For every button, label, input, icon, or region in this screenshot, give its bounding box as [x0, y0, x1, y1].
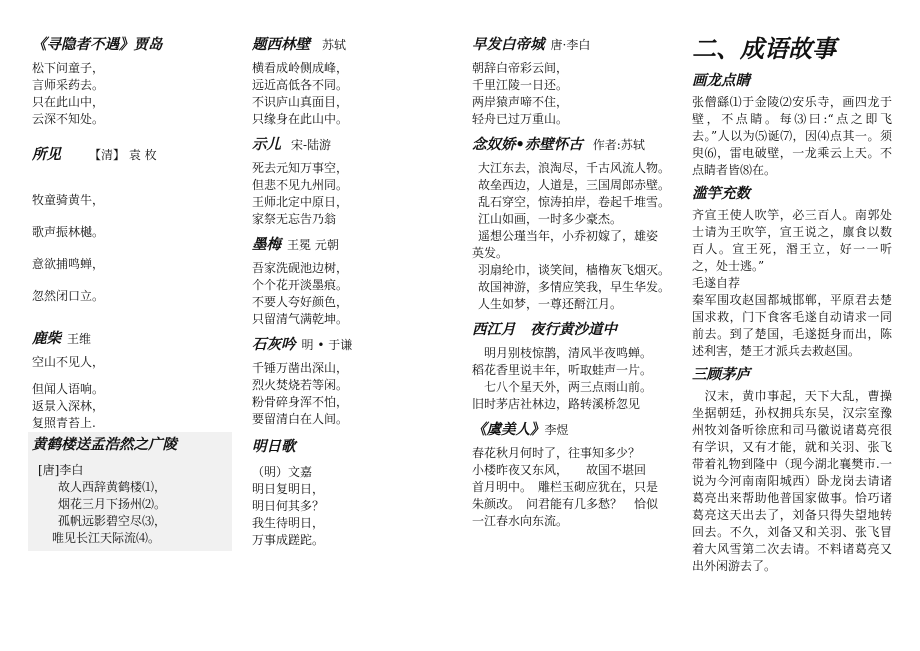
poem-line: 小楼昨夜又东风， 故国不堪回: [472, 463, 647, 477]
poem-title: 鹿柴: [32, 330, 61, 347]
poem-line: 死去元知万事空，: [252, 161, 349, 175]
column-4: [692, 34, 892, 575]
poem-line: 横看成岭侧成峰，: [252, 61, 349, 75]
poem-author: 王冕 元朝: [287, 238, 339, 252]
poem-line: 家祭无忘告乃翁: [252, 212, 337, 226]
poem-author: 唐·李白: [550, 38, 591, 52]
poem-author: 苏轼: [322, 38, 347, 52]
poem-author: 王维: [67, 332, 92, 346]
poem-line: 要留清白在人间。: [252, 412, 349, 426]
poem-author: （明）文嘉: [252, 465, 313, 479]
column-2: [252, 34, 452, 549]
poem-line: 七八个星天外，两三点雨山前。: [472, 380, 653, 394]
poem-line: 返景入深林，: [32, 399, 105, 413]
poem-title: 西江月 夜行黄沙道中: [472, 321, 617, 338]
poem-momei: [252, 234, 452, 328]
poem-line: 王师北定中原日，: [252, 195, 349, 209]
poem-line: 明月别枝惊鹊，清风半夜鸣蝉。: [472, 346, 653, 360]
poem-line: 松下问童子，: [32, 61, 105, 75]
column-3: [472, 34, 677, 530]
poem-line: 云深不知处。: [32, 112, 105, 126]
poem-line: 但悲不见九州同。: [252, 178, 349, 192]
idiom-maosuizijian: [692, 275, 892, 360]
poem-huanghelou: [28, 432, 232, 551]
poem-line: 春花秋月何时了，往事知多少？: [472, 446, 641, 460]
poem-line: 但闻人语响。: [32, 382, 105, 396]
poem-suojian: [32, 144, 232, 312]
poem-line: 朱颜改。 问君能有几多愁？ 恰似: [472, 497, 659, 511]
poem-mingrige: [252, 436, 452, 549]
poem-line: 孤帆远影碧空尽⑶，: [58, 514, 167, 528]
poem-line: 个个花开淡墨痕。: [252, 278, 349, 292]
poem-line: 复照青苔上.: [32, 416, 96, 430]
poem-line: 忽然闭口立。: [32, 289, 105, 303]
poem-title: 题西林壁: [252, 36, 310, 53]
poem-shihuiyin: [252, 334, 452, 428]
poem-line: 大江东去，浪淘尽，千古风流人物。: [478, 161, 671, 175]
poem-xijiangyue: [472, 319, 677, 413]
poem-title: 墨梅: [252, 236, 281, 253]
poem-line: 遥想公瑾当年，小乔初嫁了，雄姿: [478, 229, 659, 243]
poem-line: 稻花香里说丰年，听取蛙声一片。: [472, 363, 653, 377]
poem-line: 远近高低各不同。: [252, 78, 349, 92]
poem-line: 轻舟已过万重山。: [472, 112, 569, 126]
poem-luchai: [32, 328, 232, 432]
poem-xunyinzhe: [32, 34, 232, 128]
poem-line: 我生待明日，: [252, 516, 325, 530]
poem-yumeiren: [472, 419, 677, 530]
poem-line: 羽扇纶巾，谈笑间，樯橹灰飞烟灭。: [478, 263, 671, 277]
poem-line: 只留清气满乾坤。: [252, 312, 349, 326]
idiom-lanyuchongshu: [692, 183, 892, 275]
poem-title: 所见: [32, 146, 61, 163]
poem-line: 牧童骑黄牛，: [32, 193, 105, 207]
poem-line: 烟花三月下扬州⑵。: [58, 497, 167, 511]
idiom-sangumaolu: [692, 364, 892, 575]
poem-line: 不识庐山真面目，: [252, 95, 349, 109]
idiom-text: 张僧繇⑴于金陵⑵安乐寺，画四龙于壁，不点睛。每⑶曰:“点之即飞去。”人以为⑸诞⑺，因⑷点其一。须臾⑹，雷电破壁，一龙乘云上天。不点睛者皆⑻在。: [692, 95, 892, 177]
poem-title: 念奴娇•赤壁怀古: [472, 136, 583, 153]
poem-line: 唯见长江天际流⑷。: [52, 531, 161, 545]
poem-zaofabaidicheng: [472, 34, 677, 128]
poem-line: 江山如画，一时多少豪杰。: [478, 212, 623, 226]
idiom-title: 画龙点睛: [692, 72, 750, 89]
column-1: [32, 34, 232, 551]
poem-line: 不要人夸好颜色，: [252, 295, 349, 309]
poem-line: 明日何其多？: [252, 499, 325, 513]
poem-line: 英发。: [472, 246, 509, 260]
poem-line: 一江春水向东流。: [472, 514, 569, 528]
poem-author: 【清】 袁 枚: [89, 148, 157, 162]
poem-line: 人生如梦，一尊还酹江月。: [478, 297, 623, 311]
poem-line: 歌声振林樾。: [32, 225, 105, 239]
poem-tixilinbi: [252, 34, 452, 128]
poem-line: 空山不见人，: [32, 355, 105, 369]
poem-author: 宋-陆游: [291, 138, 332, 152]
poem-line: 故垒西边，人道是，三国周郎赤壁。: [478, 178, 671, 192]
poem-title: 《虞美人》: [472, 421, 545, 438]
poem-line: 言师采药去。: [32, 78, 105, 92]
poem-title: 黄鹤楼送孟浩然之广陵: [32, 436, 177, 453]
poem-line: 旧时茅店社林边，路转溪桥忽见: [472, 397, 641, 411]
poem-niannujiao: [472, 134, 677, 313]
poem-title: 示儿: [252, 136, 281, 153]
poem-line: 两岸猿声啼不住，: [472, 95, 569, 109]
idiom-hualongdianjing: [692, 70, 892, 179]
poem-line: 粉骨碎身浑不怕，: [252, 395, 349, 409]
poem-title: 早发白帝城: [472, 36, 545, 53]
idiom-text: 齐宣王使人吹竽，必三百人。南郭处士请为王吹竽，宣王说之，廪食以数百人。宣王死，湣王立，好一一听之，处士逃。”: [692, 208, 892, 273]
section-heading: 二、成语故事: [692, 34, 836, 63]
poem-author: 明 • 于谦: [301, 338, 353, 352]
poem-line: 吾家洗砚池边树，: [252, 261, 349, 275]
poem-line: 只在此山中，: [32, 95, 105, 109]
poem-title: 《寻隐者不遇》贾岛: [32, 36, 163, 53]
idiom-text: 秦军围攻赵国都城邯郸，平原君去楚国求救，门下食客毛遂自动请求一同前去。到了楚国，毛遂挺身而出，陈述利害，楚王才派兵去救赵国。: [692, 293, 892, 358]
poem-line: 故人西辞黄鹤楼⑴，: [58, 480, 167, 494]
poem-shier: [252, 134, 452, 228]
idiom-title: 三顾茅庐: [692, 366, 750, 383]
poem-line: 千锤万凿出深山，: [252, 361, 349, 375]
idiom-title: 毛遂自荐: [692, 276, 741, 290]
poem-line: 明日复明日，: [252, 482, 325, 496]
poem-line: 故国神游，多情应笑我，早生华发。: [478, 280, 671, 294]
poem-line: 烈火焚烧若等闲。: [252, 378, 349, 392]
poem-line: 千里江陵一日还。: [472, 78, 569, 92]
poem-title: 明日歌: [252, 438, 296, 455]
poem-author: [唐]李白: [38, 463, 84, 477]
poem-line: 意欲捕鸣蝉，: [32, 257, 105, 271]
idiom-title: 滥竽充数: [692, 185, 750, 202]
poem-line: 朝辞白帝彩云间，: [472, 61, 569, 75]
idiom-text: 汉末，黄巾事起，天下大乱，曹操坐据朝廷，孙权拥兵东吴，汉宗室豫州牧刘备听徐庶和司马徽说诸葛亮很有学识，又有才能，就和关羽、张飞带着礼物到隆中（现今湖北襄樊市.一说为今河南南阳城西）卧龙岗去请诸葛亮出来帮助他普国家做事。恰巧诸葛亮这天出去了，刘备只得失望地转回去。不久，刘备又和关羽、张飞冒着大风雪第二次去请。不料诸葛亮又出外闲游去了。: [692, 389, 892, 573]
poem-line: 只缘身在此山中。: [252, 112, 349, 126]
poem-author: 作者:苏轼: [592, 138, 645, 152]
poem-author: 李煜: [544, 423, 569, 437]
poem-title: 石灰吟: [252, 336, 296, 353]
poem-line: 首月明中。 雕栏玉砌应犹在，只是: [472, 480, 659, 494]
poem-line: 乱石穿空，惊涛拍岸，卷起千堆雪。: [478, 195, 671, 209]
poem-line: 万事成蹉跎。: [252, 533, 325, 547]
